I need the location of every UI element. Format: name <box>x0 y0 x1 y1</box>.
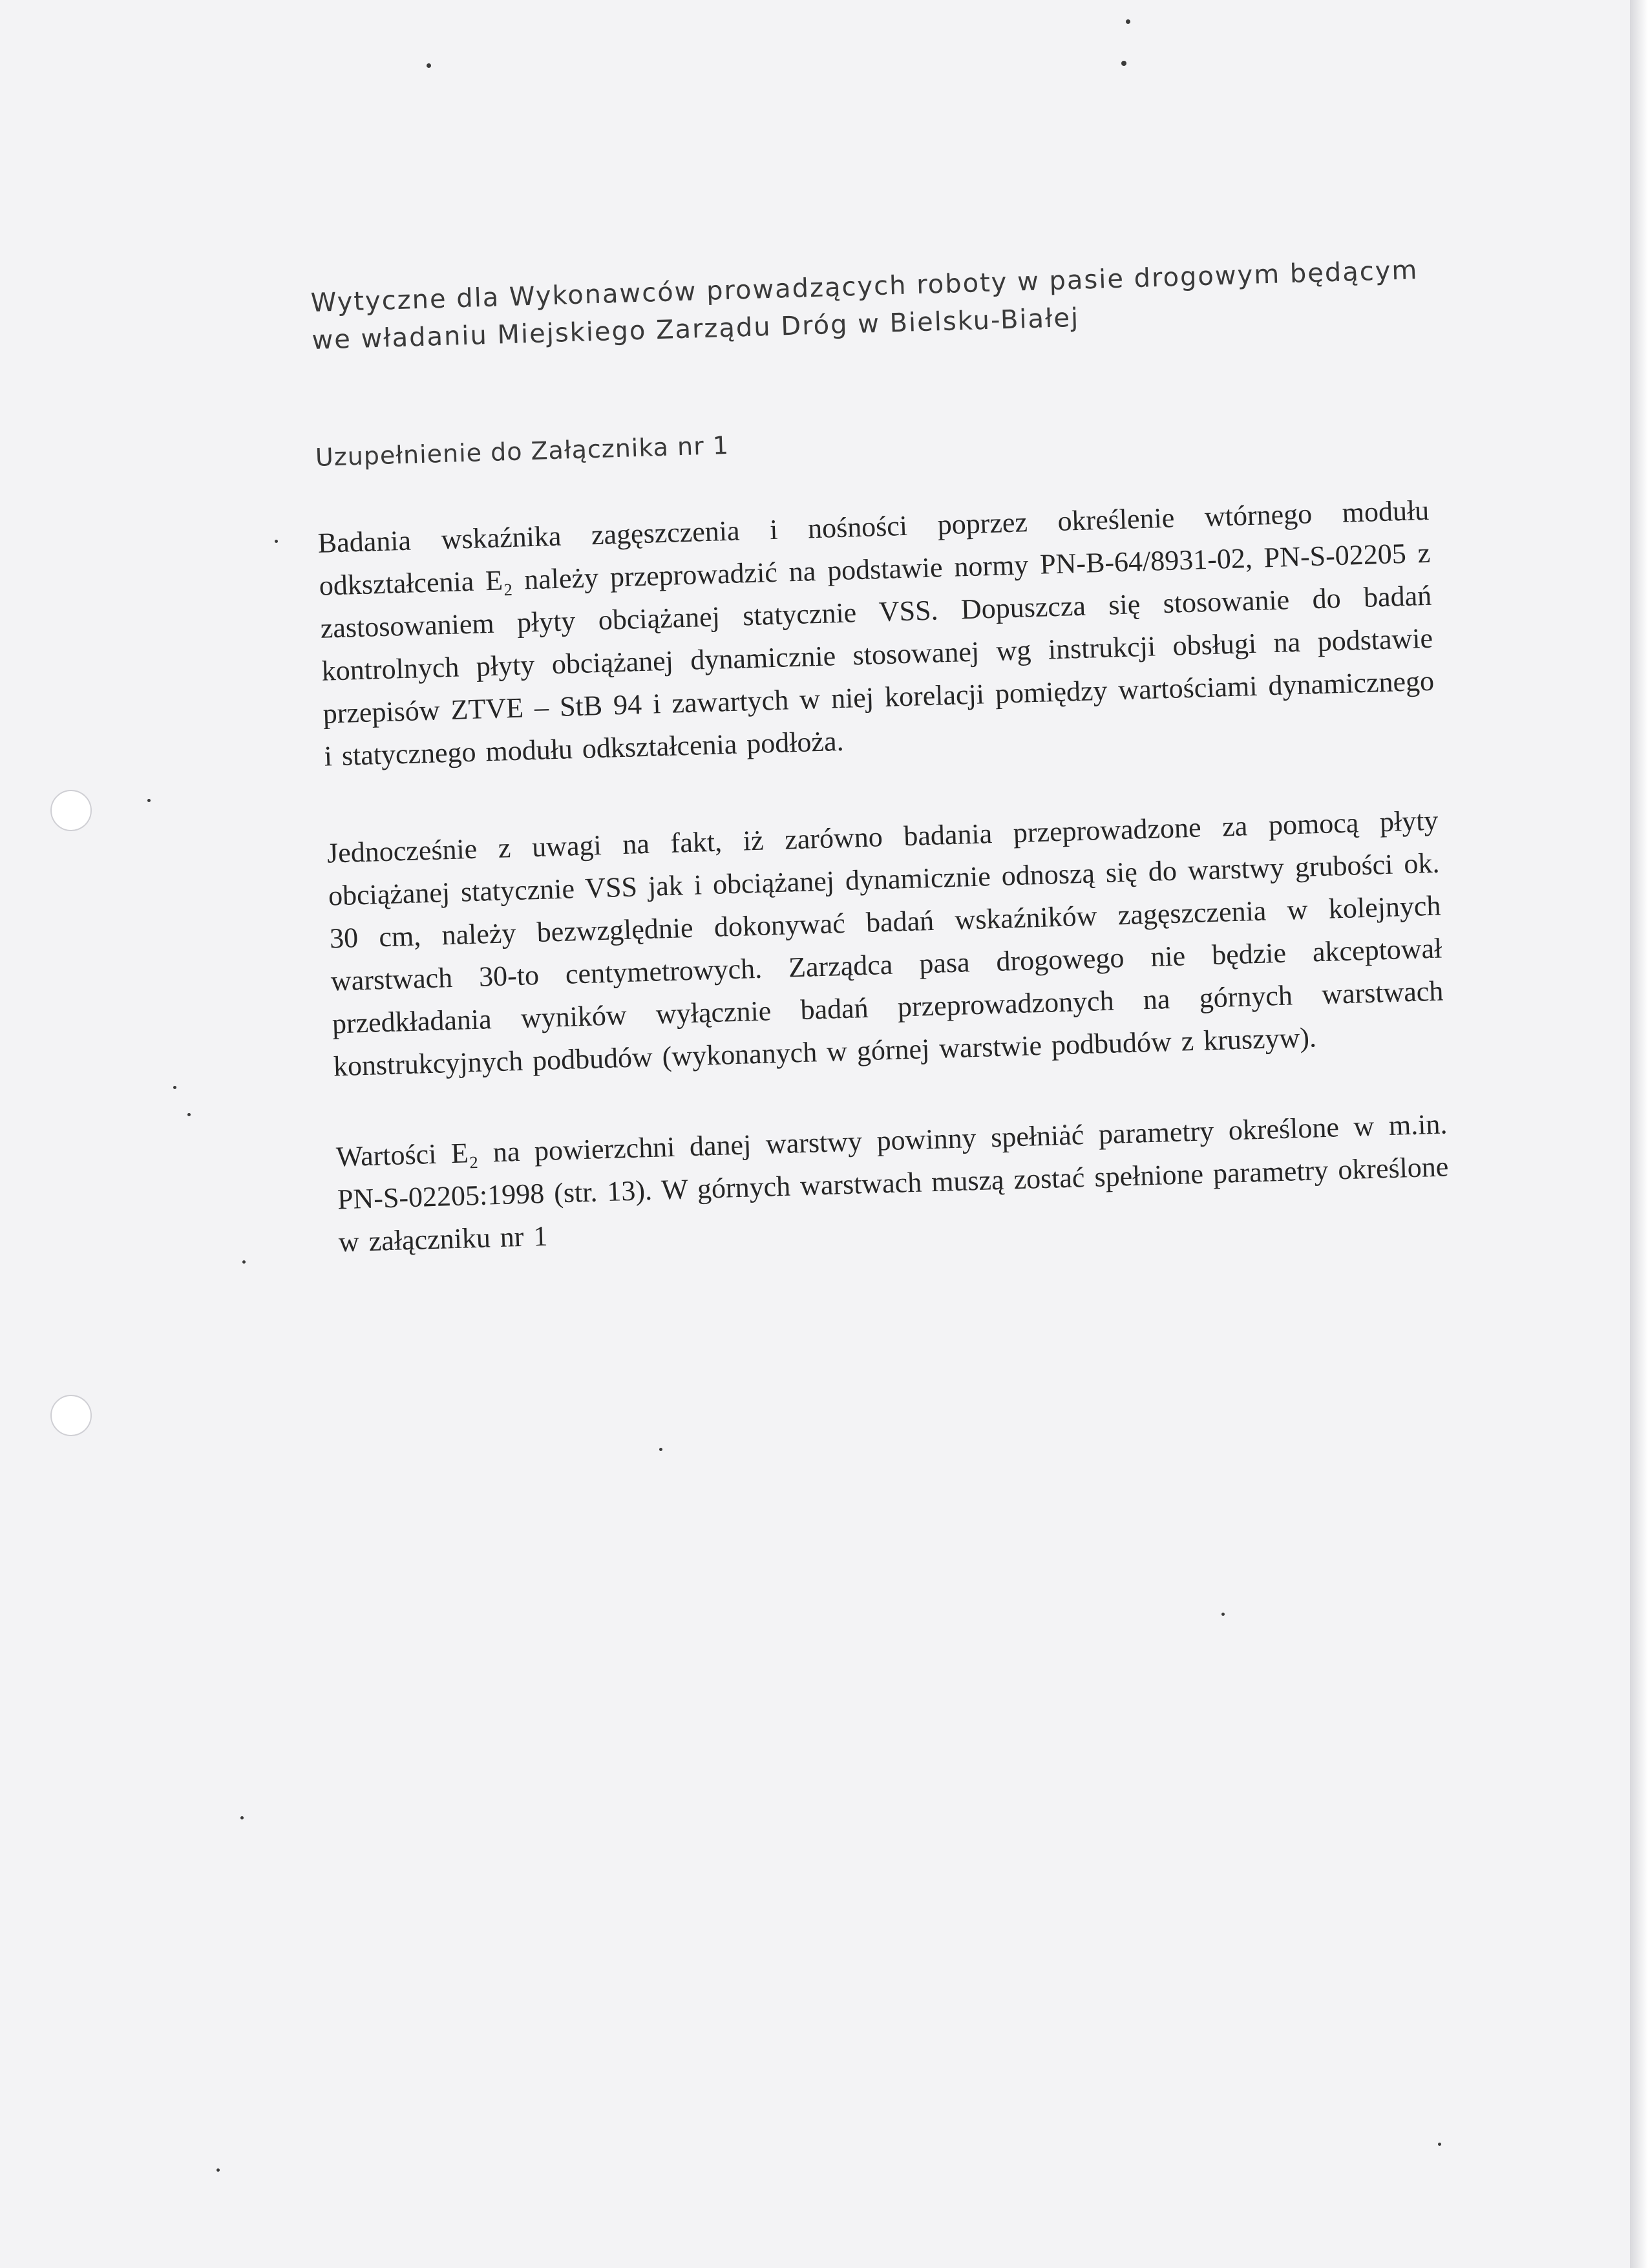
scan-speck <box>1221 1613 1225 1616</box>
scan-speck <box>1121 61 1126 66</box>
scan-speck <box>1438 2143 1441 2146</box>
scan-speck <box>217 2168 220 2172</box>
scan-speck <box>173 1086 176 1089</box>
document-body <box>310 251 1450 1264</box>
scan-speck <box>1126 19 1130 24</box>
punch-hole-lower <box>50 1395 92 1436</box>
document-heading: Wytyczne dla Wykonawców prowadzących roboty w pasie drogowym będącym we władaniu Miejskiego Zarządu Dróg w Bielsku-Białej <box>310 255 1419 355</box>
scan-edge-shadow <box>1630 0 1648 2268</box>
scan-speck <box>275 540 278 543</box>
scan-speck <box>240 1816 244 1819</box>
paragraph-layer-testing: Jednocześnie z uwagi na fakt, iż zarówno badania przeprowadzone za pomocą płyty obciążanej statycznie VSS jak i obciążanej dynamicznie odnoszą się do warstwy grubości ok. 30 cm, należy bezwzględnie dokonywać badań wskaźników zagęszczenia w kolejnych warstwach 30-to centymetrowych. Zarządca pasa drogowego nie będzie akceptował przedkładania wyników wyłącznie badań przeprowadzonych na górnych warstwach konstrukcyjnych podbudów (wykonanych w górnej warstwie podbudów z kruszyw). <box>326 804 1444 1083</box>
paragraph-e2-values: Wartości E₂ na powierzchni danej warstwy powinny spełniać parametry określone w m.in. PN-S-02205:1998 (str. 13). W górnych warstwach muszą zostać spełnione parametry określone w załączniku nr 1 <box>335 1108 1449 1258</box>
paragraph-testing-methods: Badania wskaźnika zagęszczenia i nośności poprzez określenie wtórnego modułu odkształcenia E₂ należy przeprowadzić na podstawie normy PN-B-64/8931-02, PN-S-02205 z zastosowaniem płyty obciążanej statycznie VSS. Dopuszcza się stosowanie do badań kontrolnych płyty obciążanej dynamicznie stosowanej wg instrukcji obsługi na podstawie przepisów ZTVE – StB 94 i zawartych w niej korelacji pomiędzy wartościami dynamicznego i statycznego modułu odkształcenia podłoża. <box>317 494 1435 772</box>
scan-speck <box>147 799 151 802</box>
scan-speck <box>427 63 431 68</box>
document-subtitle: Uzupełnienie do Załącznika nr 1 <box>315 430 730 472</box>
punch-hole-upper <box>50 790 92 831</box>
scan-speck <box>242 1260 246 1264</box>
scan-speck <box>187 1113 191 1116</box>
scan-speck <box>659 1448 662 1451</box>
